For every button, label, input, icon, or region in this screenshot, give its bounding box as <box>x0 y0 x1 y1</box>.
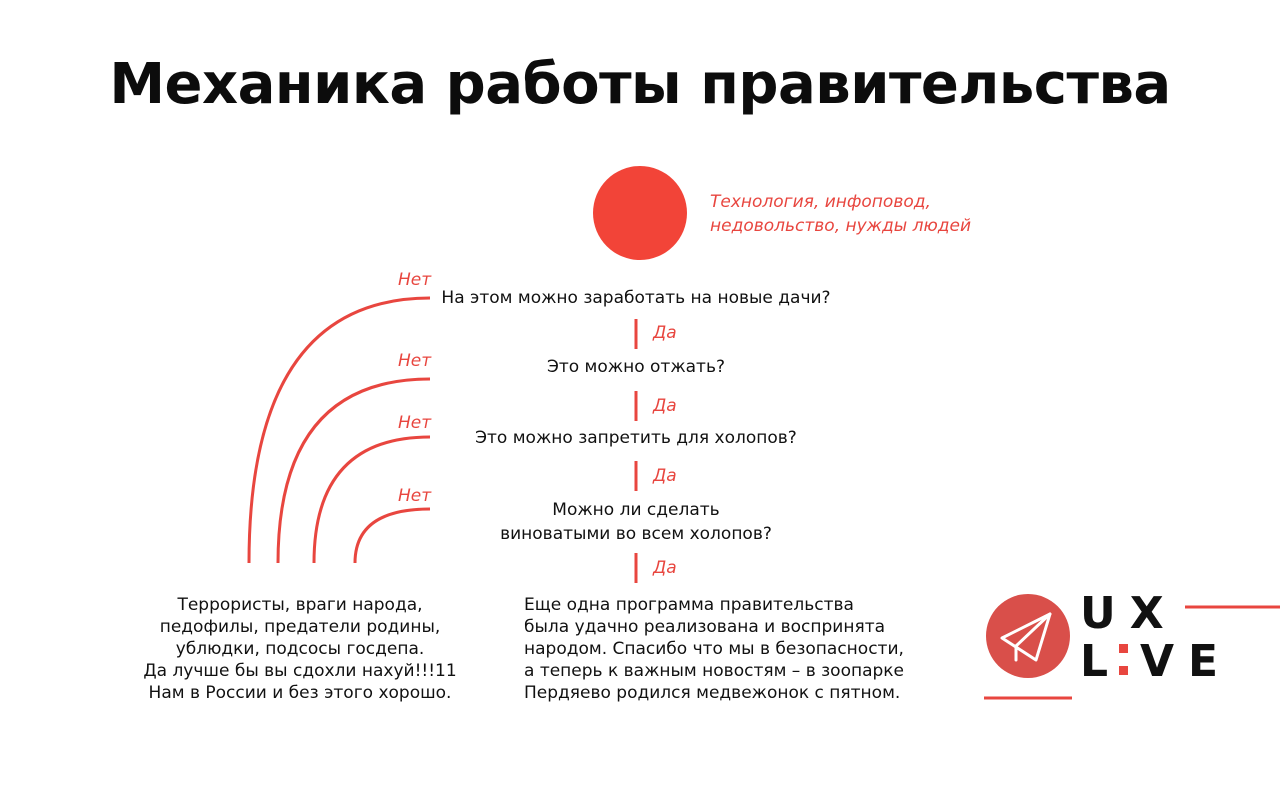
outcome-no-line: ублюдки, подсосы госдепа. <box>175 639 425 659</box>
no-label-4: Нет <box>398 486 432 506</box>
outcome-yes-line: Пердяево родился медвежонок с пятном. <box>524 683 901 703</box>
outcome-yes-text <box>524 594 904 704</box>
outcome-no-line: педофилы, предатели родины, <box>159 617 441 637</box>
no-label-1: Нет <box>398 270 432 290</box>
question-4-line: Можно ли сделать <box>552 500 720 520</box>
outcome-no-line: Да лучше бы вы сдохли нахуй!!!11 <box>143 661 457 681</box>
yes-label-3: Да <box>653 466 677 486</box>
question-4 <box>470 498 802 546</box>
logo-text-ux: UX <box>1080 588 1178 639</box>
page-title: Механика работы правительства <box>109 52 1171 117</box>
no-arc-4 <box>355 509 430 563</box>
no-label-2: Нет <box>398 351 432 371</box>
outcome-yes-line: а теперь к важным новостям – в зоопарке <box>524 661 905 681</box>
source-label-line: недовольство, нужды людей <box>710 216 972 236</box>
source-label-line: Технология, инфоповод, <box>710 192 931 212</box>
outcome-no-line: Нам в России и без этого хорошо. <box>148 683 452 703</box>
outcome-yes-line: Еще одна программа правительства <box>524 595 854 615</box>
outcome-yes-line: народом. Спасибо что мы в безопасности, <box>524 639 904 659</box>
question-4-line: виноватыми во всем холопов? <box>500 524 772 544</box>
logo-text-l: L <box>1080 636 1123 687</box>
source-circle <box>593 166 687 260</box>
question-2: Это можно отжать? <box>546 357 726 377</box>
source-label <box>710 190 971 238</box>
no-label-3: Нет <box>398 413 432 433</box>
question-3: Это можно запретить для холопов? <box>475 428 797 448</box>
yes-label-4: Да <box>653 558 677 578</box>
outcome-yes-line: была удачно реализована и воспринята <box>524 617 886 637</box>
yes-label-2: Да <box>653 396 677 416</box>
question-1: На этом можно заработать на новые дачи? <box>441 288 831 308</box>
yes-label-1: Да <box>653 323 677 343</box>
logo-text-ve: VE <box>1140 636 1233 687</box>
outcome-no-text <box>120 594 480 704</box>
outcome-no-line: Террористы, враги народа, <box>177 595 423 615</box>
no-arc-2 <box>278 379 430 563</box>
